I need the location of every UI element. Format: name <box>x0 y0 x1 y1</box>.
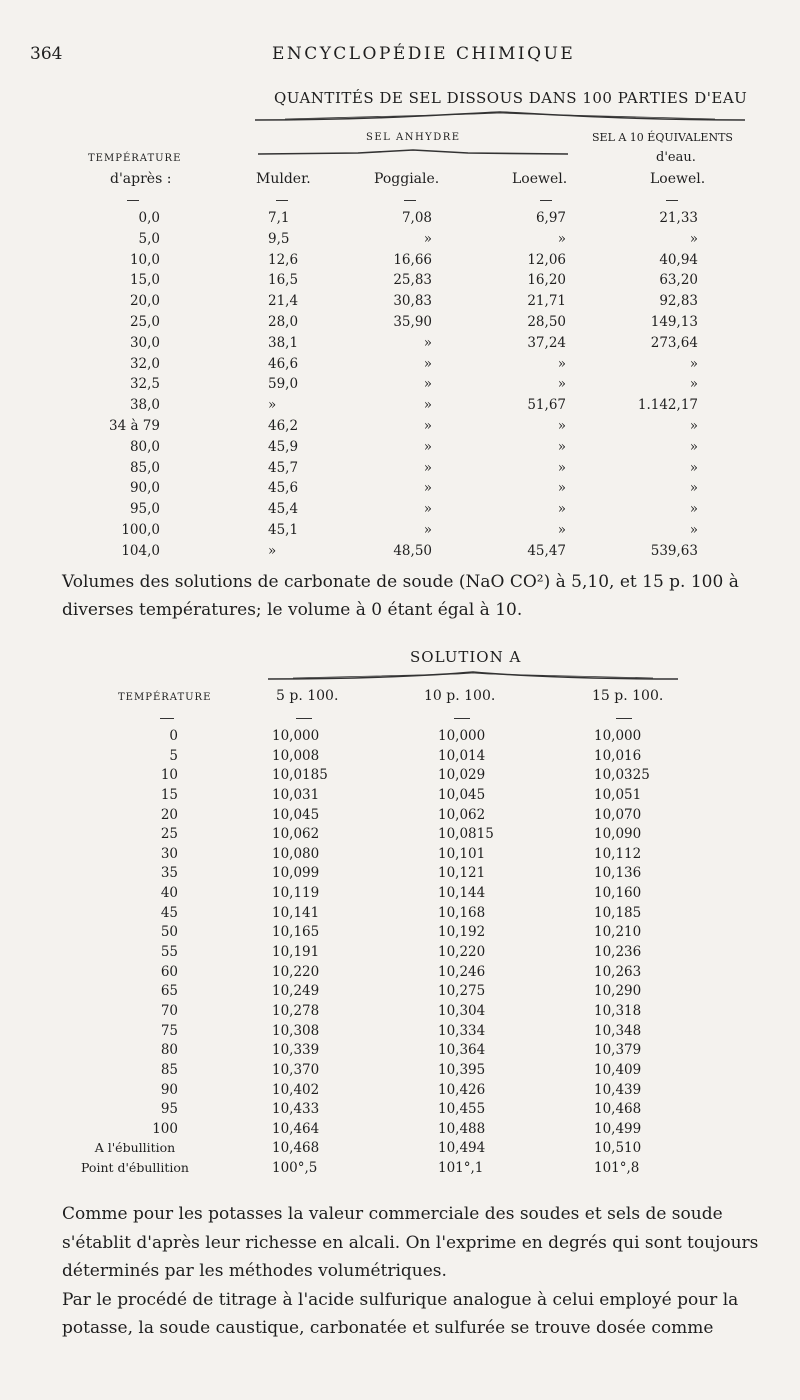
cell-15p100: 10,070 <box>594 806 642 823</box>
cell-mulder: 45,4 <box>268 501 299 518</box>
cell-loewel-10eq: 63,20 <box>659 272 698 289</box>
cell-poggiale: » <box>423 376 432 393</box>
table-row <box>0 501 800 522</box>
header-dash <box>160 718 174 719</box>
cell-temperature: 32,0 <box>129 355 160 372</box>
cell-10p100: 10,494 <box>438 1140 486 1157</box>
cell-15p100: 10,016 <box>594 747 642 764</box>
cell-temperature: 15 <box>160 786 178 803</box>
page-number: 364 <box>30 44 63 64</box>
cell-10p100: 10,144 <box>438 885 486 902</box>
cell-5p100: 10,339 <box>272 1042 320 1059</box>
col-header-mulder: Mulder. <box>256 171 311 187</box>
cell-temperature: 20 <box>160 806 178 823</box>
group-ornament-rule <box>258 146 568 158</box>
table1-body <box>0 210 800 564</box>
header-dash <box>540 200 552 201</box>
cell-loewel-10eq: 149,13 <box>650 313 698 330</box>
cell-poggiale: » <box>423 501 432 518</box>
header-dash <box>276 200 288 201</box>
table-row <box>0 376 800 397</box>
cell-15p100: 10,236 <box>594 944 642 961</box>
cell-5p100: 10,278 <box>272 1002 320 1019</box>
cell-temperature: 90 <box>160 1081 178 1098</box>
cell-5p100: 10,045 <box>272 806 320 823</box>
cell-poggiale: 16,66 <box>393 251 432 268</box>
table-row <box>0 1121 800 1141</box>
cell-5p100: 10,402 <box>272 1081 320 1098</box>
cell-temperature: 5 <box>169 747 178 764</box>
cell-temperature: 65 <box>160 983 178 1000</box>
cell-15p100: 10,510 <box>594 1140 642 1157</box>
cell-temperature: 50 <box>160 924 178 941</box>
cell-temperature: 25,0 <box>129 313 160 330</box>
cell-loewel-10eq: 1.142,17 <box>637 397 698 414</box>
cell-loewel: » <box>557 417 566 434</box>
cell-15p100: 10,468 <box>594 1101 642 1118</box>
header-dash <box>296 718 312 719</box>
header-dash <box>454 718 470 719</box>
col-header-loewel2: Loewel. <box>650 171 706 187</box>
cell-poggiale: » <box>423 438 432 455</box>
cell-loewel: » <box>557 230 566 247</box>
cell-loewel-10eq: 539,63 <box>650 542 698 559</box>
table1-title: QUANTITÉS DE SEL DISSOUS DANS 100 PARTIES D'EAU <box>274 89 748 107</box>
cell-loewel: » <box>557 521 566 538</box>
cell-10p100: 10,364 <box>438 1042 486 1059</box>
cell-temperature: 25 <box>160 826 178 843</box>
cell-10p100: 10,168 <box>438 904 486 921</box>
cell-mulder: 45,9 <box>268 438 299 455</box>
cell-15p100: 10,379 <box>594 1042 642 1059</box>
cell-loewel: 6,97 <box>535 210 566 226</box>
paragraph: Par le procédé de titrage à l'acide sulfurique analogue à celui employé pour la potasse, la soude caustique, carbonatée et sulfurée se trouve dosée comme <box>62 1289 739 1338</box>
cell-5p100: 10,220 <box>272 963 320 980</box>
cell-loewel: » <box>557 376 566 393</box>
cell-temperature: 5,0 <box>138 230 160 247</box>
cell-loewel-10eq: 92,83 <box>659 293 698 310</box>
table-row <box>0 543 800 564</box>
cell-poggiale: » <box>423 521 432 538</box>
cell-5p100: 10,008 <box>272 747 320 764</box>
table-row <box>0 480 800 501</box>
table-row <box>0 1082 800 1102</box>
cell-mulder: 21,4 <box>268 293 299 310</box>
table-row <box>0 1101 800 1121</box>
cell-loewel-10eq: » <box>689 501 698 518</box>
cell-temperature: 20,0 <box>129 293 160 310</box>
cell-5p100: 10,433 <box>272 1101 320 1118</box>
cell-10p100: 10,029 <box>438 767 486 784</box>
table-row <box>0 865 800 885</box>
cell-poggiale: » <box>423 334 432 351</box>
cell-mulder: 59,0 <box>268 376 299 393</box>
cell-temperature: 38,0 <box>129 397 160 414</box>
cell-poggiale: 25,83 <box>393 272 432 289</box>
cell-mulder: 9,5 <box>268 230 290 247</box>
cell-10p100: 10,0815 <box>438 826 494 843</box>
cell-temperature: 85,0 <box>129 459 160 476</box>
cell-temperature: 104,0 <box>121 542 160 559</box>
table-row <box>0 522 800 543</box>
table-row <box>0 210 800 231</box>
cell-mulder: 46,6 <box>268 355 299 372</box>
col-header-5p100: 5 p. 100. <box>276 688 339 704</box>
temp-header-line1: TEMPÉRATURE <box>88 153 182 164</box>
table-row <box>0 1160 800 1180</box>
table-row <box>0 418 800 439</box>
cell-temperature: 55 <box>160 944 178 961</box>
cell-loewel: 16,20 <box>527 272 566 289</box>
cell-15p100: 10,051 <box>594 786 642 803</box>
cell-poggiale: » <box>423 355 432 372</box>
cell-loewel-10eq: 273,64 <box>650 334 698 351</box>
cell-temperature: 80 <box>160 1042 178 1059</box>
cell-5p100: 10,141 <box>272 904 320 921</box>
cell-loewel: 37,24 <box>527 334 566 351</box>
cell-loewel: » <box>557 438 566 455</box>
cell-5p100: 10,370 <box>272 1061 320 1078</box>
cell-loewel-10eq: » <box>689 480 698 497</box>
table-row <box>0 767 800 787</box>
cell-10p100: 10,304 <box>438 1002 486 1019</box>
cell-loewel: 28,50 <box>527 313 566 330</box>
cell-temperature: 0,0 <box>138 210 160 226</box>
cell-temperature: 15,0 <box>129 272 160 289</box>
cell-15p100: 10,185 <box>594 904 642 921</box>
cell-15p100: 10,136 <box>594 865 642 882</box>
table-row <box>0 964 800 984</box>
cell-loewel: 51,67 <box>527 397 566 414</box>
table-row <box>0 397 800 418</box>
table-row <box>0 983 800 1003</box>
cell-mulder: 45,1 <box>268 521 299 538</box>
cell-mulder: 38,1 <box>268 334 299 351</box>
cell-5p100: 10,080 <box>272 845 320 862</box>
cell-5p100: 10,165 <box>272 924 320 941</box>
cell-15p100: 10,210 <box>594 924 642 941</box>
cell-10p100: 10,045 <box>438 786 486 803</box>
cell-loewel: » <box>557 480 566 497</box>
table-row <box>0 293 800 314</box>
cell-poggiale: » <box>423 230 432 247</box>
cell-10p100: 10,275 <box>438 983 486 1000</box>
cell-5p100: 10,000 <box>272 728 320 744</box>
cell-temperature: 0 <box>169 728 178 744</box>
cell-10p100: 10,395 <box>438 1061 486 1078</box>
group-header-equiv-line2: d'eau. <box>656 150 696 165</box>
cell-temperature: 80,0 <box>129 438 160 455</box>
cell-10p100: 10,192 <box>438 924 486 941</box>
cell-loewel-10eq: » <box>689 459 698 476</box>
table-row <box>0 231 800 252</box>
cell-loewel: » <box>557 501 566 518</box>
header-dash <box>127 200 139 201</box>
table-row <box>0 748 800 768</box>
table-row <box>0 356 800 377</box>
cell-loewel-10eq: 21,33 <box>659 210 698 226</box>
cell-15p100: 10,112 <box>594 845 642 862</box>
cell-temperature: 30,0 <box>129 334 160 351</box>
cell-5p100: 10,191 <box>272 944 320 961</box>
cell-5p100: 10,119 <box>272 885 320 902</box>
cell-temperature: 70 <box>160 1002 178 1019</box>
cell-5p100: 10,464 <box>272 1120 320 1137</box>
table-row <box>0 314 800 335</box>
running-title: ENCYCLOPÉDIE CHIMIQUE <box>272 44 576 64</box>
table-row <box>0 924 800 944</box>
cell-15p100: 10,263 <box>594 963 642 980</box>
cell-10p100: 10,101 <box>438 845 486 862</box>
table-row <box>0 1062 800 1082</box>
cell-temperature: 95,0 <box>129 501 160 518</box>
cell-15p100: 10,160 <box>594 885 642 902</box>
table-row <box>0 885 800 905</box>
cell-temperature: 75 <box>160 1022 178 1039</box>
table-row <box>0 787 800 807</box>
table-row <box>0 807 800 827</box>
cell-15p100: 10,409 <box>594 1061 642 1078</box>
temp-header: TEMPÉRATURE <box>118 692 212 703</box>
cell-15p100: 10,290 <box>594 983 642 1000</box>
table-row <box>0 460 800 481</box>
cell-mulder: 45,6 <box>268 480 299 497</box>
col-header-15p100: 15 p. 100. <box>592 688 664 704</box>
cell-poggiale: 35,90 <box>393 313 432 330</box>
cell-temperature: 45 <box>160 904 178 921</box>
table-row <box>0 1140 800 1160</box>
cell-poggiale: 7,08 <box>401 210 432 226</box>
cell-5p100: 10,0185 <box>272 767 328 784</box>
cell-loewel: 21,71 <box>527 293 566 310</box>
table-row <box>0 826 800 846</box>
col-header-poggiale: Poggiale. <box>374 171 440 187</box>
cell-loewel: » <box>557 459 566 476</box>
cell-temperature: 100,0 <box>121 521 160 538</box>
cell-10p100: 10,334 <box>438 1022 486 1039</box>
cell-loewel-10eq: 40,94 <box>659 251 698 268</box>
cell-loewel-10eq: » <box>689 355 698 372</box>
temp-header-line2: d'après : <box>110 171 172 187</box>
table-row <box>0 439 800 460</box>
cell-temperature: 32,5 <box>129 376 160 393</box>
cell-temperature: A l'ébullition <box>94 1140 176 1156</box>
table-row <box>0 905 800 925</box>
cell-15p100: 10,499 <box>594 1120 642 1137</box>
cell-loewel-10eq: » <box>689 230 698 247</box>
col-header-10p100: 10 p. 100. <box>424 688 496 704</box>
cell-poggiale: » <box>423 417 432 434</box>
cell-temperature: 34 à 79 <box>109 417 160 434</box>
cell-mulder: 7,1 <box>268 210 290 226</box>
cell-15p100: 10,318 <box>594 1002 642 1019</box>
header-dash <box>616 718 632 719</box>
paragraph: Comme pour les potasses la valeur commerciale des soudes et sels de soude s'établit d'après leur richesse en alcali. On l'exprime en degrés qui sont toujours déterminés par les méthodes volumétriques. <box>62 1204 759 1281</box>
table2-body <box>0 728 800 1180</box>
cell-15p100: 10,348 <box>594 1022 642 1039</box>
cell-mulder: 28,0 <box>268 313 299 330</box>
cell-10p100: 10,488 <box>438 1120 486 1137</box>
cell-temperature: 90,0 <box>129 480 160 497</box>
header-dash <box>404 200 416 201</box>
cell-loewel: » <box>557 355 566 372</box>
cell-loewel-10eq: » <box>689 438 698 455</box>
cell-15p100: 10,000 <box>594 728 642 744</box>
cell-10p100: 10,000 <box>438 728 486 744</box>
cell-10p100: 10,426 <box>438 1081 486 1098</box>
table-row <box>0 1003 800 1023</box>
table2-title: SOLUTION A <box>410 648 522 666</box>
cell-15p100: 10,0325 <box>594 767 650 784</box>
header-dash <box>666 200 678 201</box>
cell-10p100: 10,014 <box>438 747 486 764</box>
cell-5p100: 10,062 <box>272 826 320 843</box>
cell-10p100: 101°,1 <box>438 1160 484 1177</box>
cell-temperature: 60 <box>160 963 178 980</box>
cell-mulder: 45,7 <box>268 459 299 476</box>
group-header-anhydre: SEL ANHYDRE <box>366 132 461 143</box>
cell-5p100: 10,468 <box>272 1140 320 1157</box>
table-row <box>0 1023 800 1043</box>
cell-temperature: 35 <box>160 865 178 882</box>
title-ornament-rule <box>255 110 745 124</box>
cell-temperature: 40 <box>160 885 178 902</box>
table-row <box>0 272 800 293</box>
cell-loewel-10eq: » <box>689 521 698 538</box>
cell-loewel-10eq: » <box>689 376 698 393</box>
group-header-equiv-line1: SEL A 10 ÉQUIVALENTS <box>592 131 733 144</box>
paragraph-commercial-value <box>62 1200 797 1343</box>
title-ornament-rule <box>268 670 678 682</box>
table-row <box>0 944 800 964</box>
cell-temperature: 30 <box>160 845 178 862</box>
cell-loewel: 45,47 <box>527 542 566 559</box>
cell-temperature: Point d'ébullition <box>81 1160 189 1176</box>
cell-poggiale: » <box>423 397 432 414</box>
cell-mulder: 16,5 <box>268 272 299 289</box>
cell-5p100: 10,099 <box>272 865 320 882</box>
cell-poggiale: » <box>423 480 432 497</box>
cell-mulder: 12,6 <box>268 251 299 268</box>
cell-5p100: 10,308 <box>272 1022 320 1039</box>
col-header-loewel: Loewel. <box>512 171 568 187</box>
cell-5p100: 100°,5 <box>272 1160 318 1177</box>
table-row <box>0 846 800 866</box>
cell-10p100: 10,455 <box>438 1101 486 1118</box>
cell-temperature: 10 <box>160 767 178 784</box>
cell-mulder: » <box>268 397 277 414</box>
cell-temperature: 85 <box>160 1061 178 1078</box>
table-row <box>0 252 800 273</box>
cell-temperature: 10,0 <box>129 251 160 268</box>
cell-mulder: » <box>268 542 277 559</box>
cell-15p100: 101°,8 <box>594 1160 640 1177</box>
table-row <box>0 728 800 748</box>
cell-poggiale: 30,83 <box>393 293 432 310</box>
table-row <box>0 335 800 356</box>
cell-10p100: 10,121 <box>438 865 486 882</box>
table-row <box>0 1042 800 1062</box>
cell-15p100: 10,090 <box>594 826 642 843</box>
cell-loewel-10eq: » <box>689 417 698 434</box>
cell-5p100: 10,249 <box>272 983 320 1000</box>
cell-poggiale: » <box>423 459 432 476</box>
cell-10p100: 10,062 <box>438 806 486 823</box>
cell-15p100: 10,439 <box>594 1081 642 1098</box>
cell-temperature: 100 <box>152 1120 178 1137</box>
cell-loewel: 12,06 <box>527 251 566 268</box>
cell-poggiale: 48,50 <box>393 542 432 559</box>
cell-10p100: 10,220 <box>438 944 486 961</box>
paragraph-volumes: Volumes des solutions de carbonate de soude (NaO CO²) à 5,10, et 15 p. 100 à diverses températures; le volume à 0 étant égal à 10. <box>62 572 739 620</box>
cell-10p100: 10,246 <box>438 963 486 980</box>
cell-5p100: 10,031 <box>272 786 320 803</box>
cell-temperature: 95 <box>160 1101 178 1118</box>
cell-mulder: 46,2 <box>268 417 299 434</box>
